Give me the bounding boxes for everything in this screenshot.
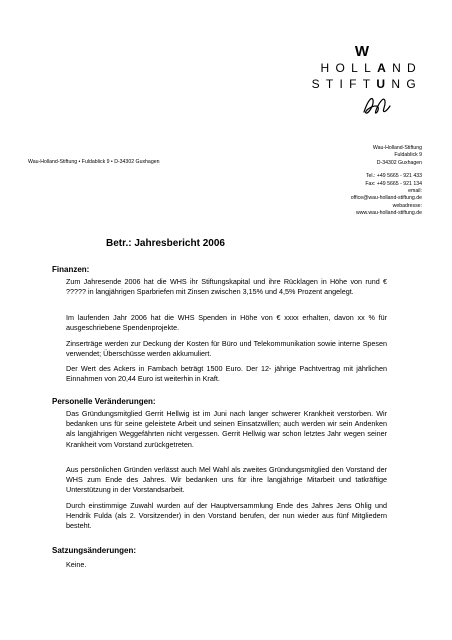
paragraph-satzung-1: Keine. xyxy=(66,560,87,569)
paragraph-personelle-2: Aus persönlichen Gründen verlässt auch Mel Wahl als zweites Gründungsmitglied den Vorstand der WHS zum Ende des Jahres. Wir bedanken uns für ihre langjährige Mitarbeit und tatkräftige Unterstützung in der Vorstandsarbeit. xyxy=(66,465,387,495)
address-email-label: email: xyxy=(408,188,422,195)
logo-holland-bold: A xyxy=(377,61,393,75)
section-heading-personelle: Personelle Veränderungen: xyxy=(52,397,156,406)
signature-mark-icon xyxy=(360,94,394,118)
logo-holland-post: ND xyxy=(392,61,422,75)
paragraph-personelle-3: Durch einstimmige Zuwahl wurden auf der Hauptversammlung Ende des Jahres Jens Ohlig und Hendrik Fulda (als 2. Vorsitzender) in den Vorstand berufen, der nun wieder aus fünf Mitgliedern besteht. xyxy=(66,501,387,531)
logo-stiftung-post: NG xyxy=(391,77,422,91)
logo-line-holland xyxy=(292,60,422,76)
paragraph-personelle-1: Das Gründungsmitglied Gerrit Hellwig ist im Juni nach langer schwerer Krankheit verstorben. Wir bedanken uns für seine geleistete Arbeit und seinen Einsatzwillen; auch werden wir sein Andenken als langjährigen Weggefährten nicht vergessen. Gerrit Hellwig war schon letztes Jahr wegen seiner Krankheit vom Vorstand zurückgetreten. xyxy=(66,409,387,449)
logo-stiftung-pre: STIFT xyxy=(311,77,377,91)
logo-holland-pre: HOLL xyxy=(320,61,378,75)
address-web: www.wau-holland-stiftung.de xyxy=(355,210,422,217)
address-tel: Tel.: +49 5665 - 921 433 xyxy=(365,173,422,180)
address-email: office@wau-holland-stiftung.de xyxy=(350,195,422,202)
address-web-label: webadresse: xyxy=(392,202,422,209)
paragraph-finanzen-3: Zinserträge werden zur Deckung der Kosten für Büro und Telekommunikation sowie interne Spesen verwendet; Überschüsse werden akkumuliert. xyxy=(66,339,387,359)
address-name: Wau-Holland-Stiftung xyxy=(372,145,422,151)
section-heading-satzung: Satzungsänderungen: xyxy=(52,546,137,555)
logo-w: W xyxy=(354,43,371,60)
address-city: D-34302 Guxhagen xyxy=(376,159,422,166)
address-block xyxy=(312,145,422,218)
paragraph-finanzen-4: Der Wert des Ackers in Fambach beträgt 1500 Euro. Der 12- jährige Pachtvertrag mit jährlichen Einnahmen von 20,44 Euro ist weiterhin in Kraft. xyxy=(66,364,387,384)
address-fax: Fax: +49 5665 - 921 134 xyxy=(365,180,422,187)
subject-line: Betr.: Jahresbericht 2006 xyxy=(106,238,225,249)
address-street: Fuldablick 9 xyxy=(394,152,422,159)
sender-return-line: Wau-Holland-Stiftung • Fuldablick 9 • D-34302 Guxhagen xyxy=(28,159,160,165)
foundation-logo xyxy=(292,44,422,92)
section-heading-finanzen: Finanzen: xyxy=(52,265,90,274)
paragraph-finanzen-1: Zum Jahresende 2006 hat die WHS ihr Stiftungskapital und ihre Rücklagen in Höhe von rund € ????? in langjährigen Sparbriefen mit Zinsen zwischen 3,15% und 4,5% Prozent angelegt. xyxy=(66,277,387,297)
paragraph-finanzen-2: Im laufenden Jahr 2006 hat die WHS Spenden in Höhe von € xxxx erhalten, davon xx % für ausgeschriebene Spendenprojekte. xyxy=(66,313,387,333)
logo-line-stiftung xyxy=(292,76,422,92)
logo-stiftung-bold: U xyxy=(376,77,392,91)
